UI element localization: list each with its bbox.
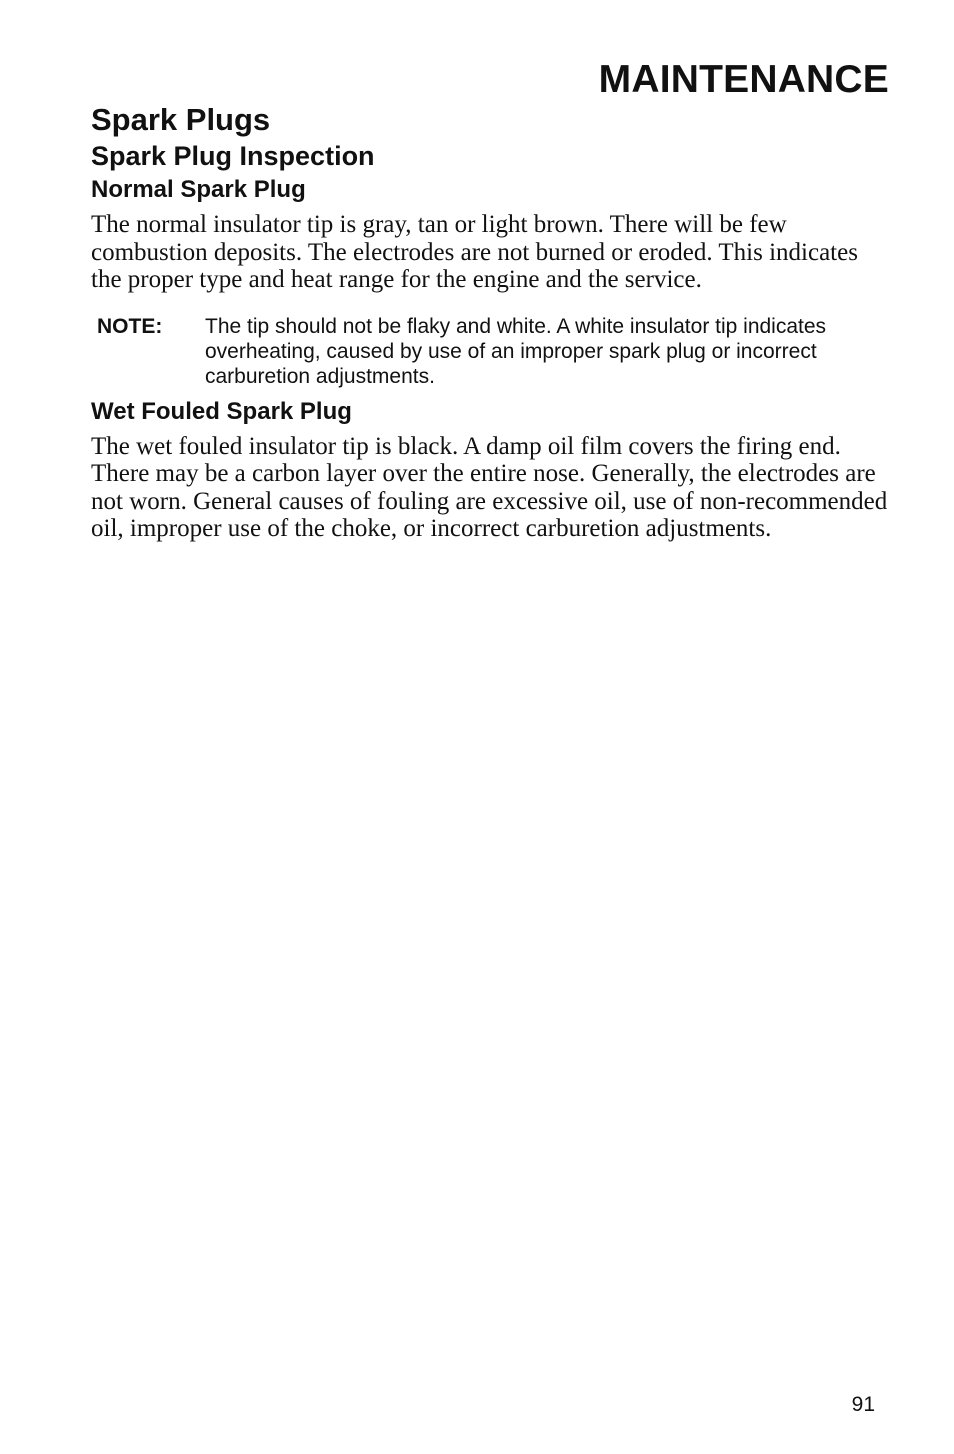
note-block xyxy=(97,314,891,389)
section-subtitle: Spark Plug Inspection xyxy=(91,141,375,171)
chapter-title: MAINTENANCE xyxy=(598,58,889,101)
wet-fouled-plug-heading: Wet Fouled Spark Plug xyxy=(91,397,352,425)
page-number: 91 xyxy=(851,1393,875,1416)
normal-plug-heading: Normal Spark Plug xyxy=(91,176,306,203)
note-text: The tip should not be flaky and white. A white insulator tip indicates overheating, caused by use of an improper spark plug or incorrect carburetion adjustments. xyxy=(205,314,827,388)
wet-fouled-plug-paragraph: The wet fouled insulator tip is black. A damp oil film covers the firing end. There may be a carbon layer over the entire nose. Generally, the electrodes are not worn. General causes of fouling are excessive oil, use of non-recommended oil, improper use of the choke, or incorrect carburetion adjustments. xyxy=(91,432,888,542)
note-label: NOTE: xyxy=(97,314,163,338)
section-title: Spark Plugs xyxy=(91,102,271,137)
page-content xyxy=(91,102,891,543)
normal-plug-paragraph: The normal insulator tip is gray, tan or light brown. There will be few combustion deposits. The electrodes are not burned or eroded. This indicates the proper type and heat range for the engine and the service. xyxy=(91,211,858,293)
